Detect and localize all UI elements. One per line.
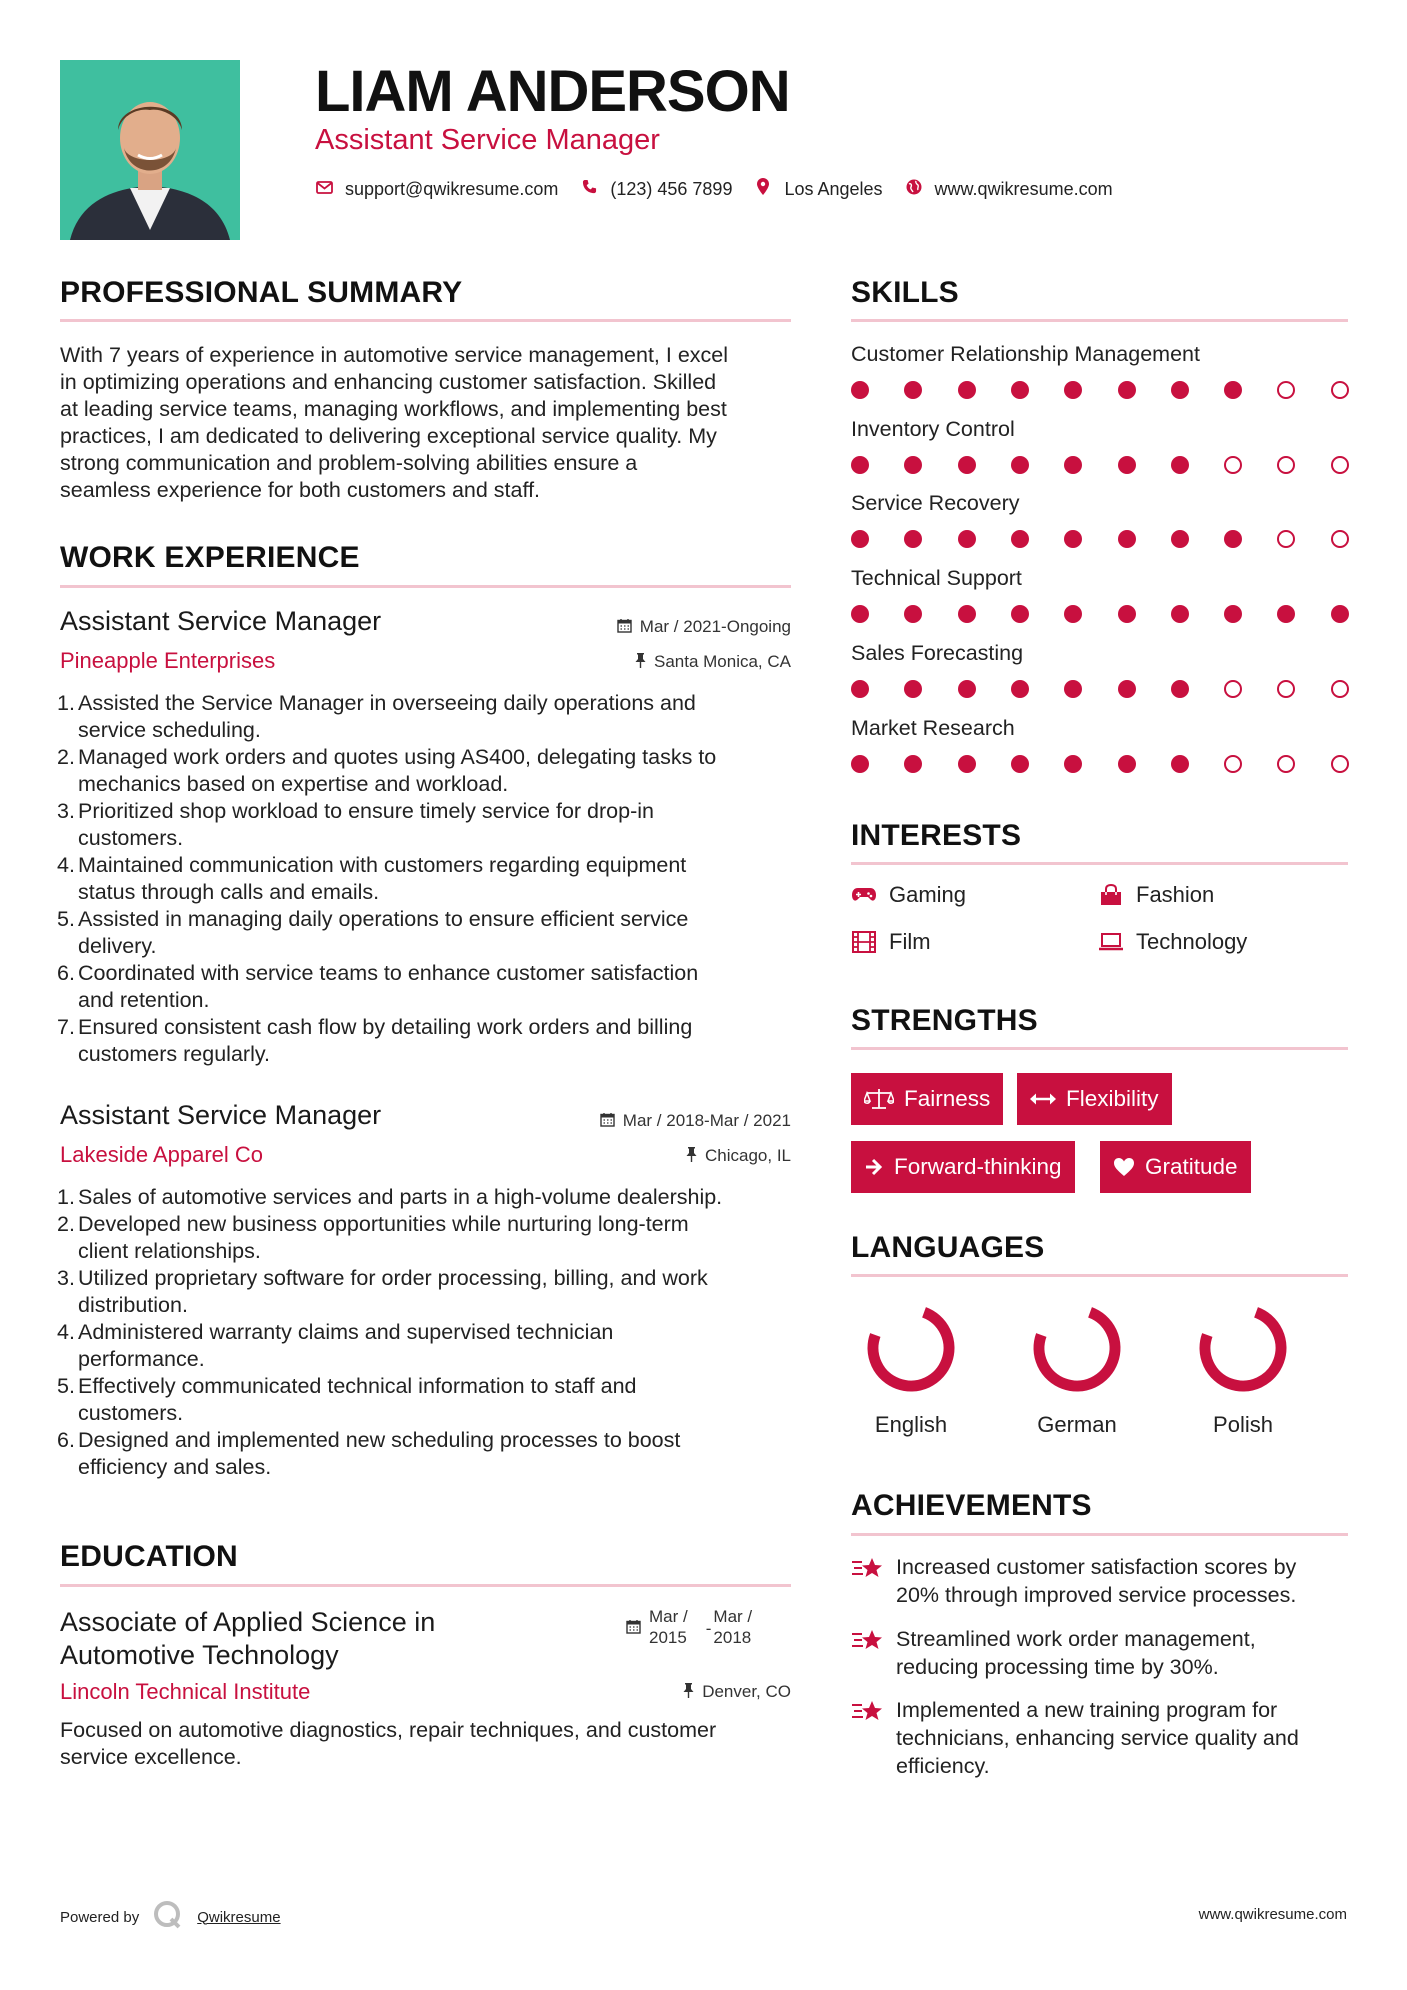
- duty-item: [57, 744, 800, 798]
- interest-label: Film: [889, 929, 931, 954]
- profile-photo: [60, 60, 240, 240]
- shooting-star-icon: [851, 1625, 896, 1681]
- duty-item: [57, 690, 800, 744]
- duty-item: [57, 1319, 820, 1373]
- achievement-item: [851, 1696, 1351, 1780]
- achievement-line: 20% through improved service processes.: [896, 1583, 1297, 1607]
- language-name: German: [1037, 1412, 1117, 1437]
- duty-line: customers.: [78, 826, 184, 850]
- contact-email[interactable]: [315, 179, 558, 200]
- job-date-text: Mar / 2018-Mar / 2021: [622, 1111, 791, 1130]
- duty-line: Assisted the Service Manager in overseeing daily operations and: [78, 691, 696, 715]
- skill-dot-filled: [851, 456, 869, 474]
- strength-chip: [1017, 1073, 1172, 1125]
- summary-line: seamless experience for both customers and staff.: [60, 478, 541, 502]
- skill-dot-filled: [958, 456, 976, 474]
- language-proficiency-ring: [863, 1300, 959, 1396]
- job-location-text: Chicago, IL: [705, 1146, 791, 1165]
- duty-item: [57, 1211, 820, 1265]
- pushpin-icon: [635, 653, 646, 672]
- degree-line: Automotive Technology: [60, 1640, 339, 1670]
- duty-line: distribution.: [78, 1293, 188, 1317]
- duty-line: efficiency and sales.: [78, 1455, 272, 1479]
- strength-chip: [1100, 1141, 1251, 1193]
- duty-number: 3.: [57, 1266, 75, 1290]
- end-year: 2018: [713, 1628, 752, 1647]
- laptop-icon: [1098, 933, 1124, 951]
- phone-icon: [580, 179, 598, 199]
- summary-heading: PROFESSIONAL SUMMARY: [60, 276, 463, 309]
- skill-dot-filled: [1171, 605, 1189, 623]
- duty-number: 4.: [57, 1320, 75, 1344]
- skill-dot-filled: [904, 456, 922, 474]
- summary-line: strong communication and problem-solving abilities ensure a: [60, 451, 638, 475]
- duty-line: Effectively communicated technical information to staff and: [78, 1374, 637, 1398]
- shooting-star-icon: [851, 1696, 896, 1780]
- job-duties: [57, 1184, 820, 1481]
- interest-film: [851, 929, 931, 955]
- skill-dot-filled: [904, 680, 922, 698]
- achievement-line: efficiency.: [896, 1754, 990, 1778]
- work-heading: WORK EXPERIENCE: [60, 541, 360, 574]
- duty-item: [57, 1427, 820, 1481]
- duty-line: Coordinated with service teams to enhance customer satisfaction: [78, 961, 699, 985]
- duty-line: client relationships.: [78, 1239, 261, 1263]
- duty-item: [57, 960, 800, 1014]
- job-title: Assistant Service Manager: [60, 1100, 382, 1130]
- portrait-image: [60, 60, 240, 240]
- skill-dot-filled: [1171, 680, 1189, 698]
- duty-line: status through calls and emails.: [78, 880, 380, 904]
- job-date: [617, 617, 791, 637]
- skill-dot-filled: [958, 530, 976, 548]
- duty-line: Ensured consistent cash flow by detailing work orders and billing: [78, 1015, 693, 1039]
- language-proficiency-ring: [1195, 1300, 1291, 1396]
- end-date: [713, 1606, 752, 1648]
- duty-item: [57, 1184, 820, 1211]
- education-desc-line: service excellence.: [60, 1745, 242, 1769]
- gamepad-icon: [851, 887, 877, 903]
- skill-dot-filled: [1118, 755, 1136, 773]
- duty-line: Utilized proprietary software for order processing, billing, and work: [78, 1266, 708, 1290]
- skill-rating: [851, 529, 1351, 549]
- strength-chip: [851, 1141, 1075, 1193]
- interest-label: Fashion: [1136, 882, 1215, 907]
- duty-line: Administered warranty claims and supervised technician: [78, 1320, 614, 1344]
- duty-number: 2.: [57, 1212, 75, 1236]
- language-item: [1183, 1300, 1303, 1438]
- skill-dot-filled: [1011, 755, 1029, 773]
- skill-dot-empty: [1277, 381, 1295, 399]
- achievement-line: Increased customer satisfaction scores by: [896, 1555, 1297, 1579]
- language-proficiency-arc: [1039, 1312, 1115, 1386]
- skill-dot-filled: [904, 381, 922, 399]
- skill-name: Customer Relationship Management: [851, 342, 1200, 366]
- phone-text: (123) 456 7899: [610, 178, 733, 199]
- work-divider: [60, 585, 791, 588]
- skill-dot-filled: [1331, 605, 1349, 623]
- website-text: www.qwikresume.com: [934, 178, 1113, 199]
- skill-dot-filled: [1171, 755, 1189, 773]
- achievements-heading: ACHIEVEMENTS: [851, 1489, 1092, 1522]
- language-name: English: [874, 1412, 948, 1437]
- skill-dot-filled: [1118, 605, 1136, 623]
- strength-label: Flexibility: [1066, 1086, 1159, 1111]
- language-name: Polish: [1213, 1412, 1273, 1437]
- location-text: Los Angeles: [784, 178, 883, 199]
- skill-name: Market Research: [851, 716, 1015, 740]
- duty-line: Designed and implemented new scheduling processes to boost: [78, 1428, 681, 1452]
- duty-item: [57, 1373, 820, 1427]
- job-company: Lakeside Apparel Co: [60, 1142, 264, 1167]
- skill-rating: [851, 455, 1351, 475]
- strength-label: Gratitude: [1145, 1154, 1238, 1179]
- duty-line: customers.: [78, 1401, 184, 1425]
- skill-dot-filled: [1064, 605, 1082, 623]
- skill-dot-filled: [1118, 456, 1136, 474]
- skill-dot-filled: [1277, 605, 1295, 623]
- education-description: [60, 1717, 820, 1771]
- skill-rating: [851, 604, 1351, 624]
- job-duties: [57, 690, 800, 1068]
- skill-dot-filled: [1011, 530, 1029, 548]
- school-name: Lincoln Technical Institute: [60, 1679, 311, 1704]
- languages-divider: [851, 1274, 1348, 1277]
- skill-dot-empty: [1277, 456, 1295, 474]
- skill-rating: [851, 754, 1351, 774]
- summary-line: at leading service teams, managing workflows, and implementing best: [60, 397, 727, 421]
- duty-number: 7.: [57, 1015, 75, 1039]
- duty-line: Prioritized shop workload to ensure timely service for drop-in: [78, 799, 654, 823]
- interest-fashion: [1098, 882, 1214, 908]
- skill-dot-filled: [851, 530, 869, 548]
- shooting-star-icon: [851, 1553, 896, 1609]
- job-location: [635, 652, 791, 672]
- contact-phone[interactable]: [580, 179, 732, 200]
- duty-number: 2.: [57, 745, 75, 769]
- skill-dot-filled: [1171, 456, 1189, 474]
- contact-location: [754, 178, 882, 200]
- skill-dot-filled: [1064, 381, 1082, 399]
- skill-dot-filled: [1224, 530, 1242, 548]
- duty-line: performance.: [78, 1347, 205, 1371]
- email-text: support@qwikresume.com: [345, 178, 559, 199]
- skill-dot-filled: [1118, 680, 1136, 698]
- candidate-name: LIAM ANDERSON: [315, 59, 790, 124]
- shopping-bag-icon: [1098, 884, 1124, 906]
- skill-name: Inventory Control: [851, 417, 1015, 441]
- summary-line: in optimizing operations and enhancing customer satisfaction. Skilled: [60, 370, 717, 394]
- start-month: Mar /: [649, 1607, 688, 1626]
- skill-dot-filled: [1064, 680, 1082, 698]
- duty-number: 6.: [57, 961, 75, 985]
- qwikresume-link[interactable]: Qwikresume: [197, 1908, 281, 1926]
- skill-dot-filled: [1118, 381, 1136, 399]
- skill-dot-empty: [1331, 530, 1349, 548]
- skill-dot-empty: [1277, 530, 1295, 548]
- calendar-icon: [626, 1618, 641, 1639]
- skill-dot-filled: [1011, 456, 1029, 474]
- job-title: Assistant Service Manager: [60, 606, 382, 636]
- job-date: [600, 1111, 791, 1131]
- skill-dot-filled: [1011, 605, 1029, 623]
- film-icon: [851, 931, 877, 953]
- language-item: [1017, 1300, 1137, 1438]
- duty-number: 1.: [57, 1185, 75, 1209]
- interests-divider: [851, 862, 1348, 865]
- map-pin-icon: [754, 178, 772, 200]
- skill-dot-filled: [1064, 755, 1082, 773]
- job-location-text: Santa Monica, CA: [653, 652, 791, 671]
- duty-line: Managed work orders and quotes using AS400, delegating tasks to: [78, 745, 717, 769]
- strength-chip: [851, 1073, 1003, 1125]
- duty-number: 1.: [57, 691, 75, 715]
- skill-dot-empty: [1224, 755, 1242, 773]
- skill-dot-filled: [1171, 530, 1189, 548]
- achievement-item: [851, 1553, 1351, 1609]
- pushpin-icon: [686, 1147, 697, 1166]
- skills-divider: [851, 319, 1348, 322]
- footer-powered-by: [60, 1900, 281, 1934]
- achievement-line: Implemented a new training program for: [896, 1698, 1278, 1722]
- skill-dot-empty: [1277, 680, 1295, 698]
- education-location-text: Denver, CO: [702, 1682, 791, 1701]
- end-month: Mar /: [713, 1607, 753, 1626]
- heart-icon: [1113, 1157, 1135, 1177]
- achievement-text: [896, 1625, 1256, 1681]
- education-desc-line: Focused on automotive diagnostics, repair techniques, and customer: [60, 1718, 717, 1742]
- calendar-icon: [600, 1112, 615, 1131]
- contact-website[interactable]: [905, 179, 1113, 200]
- skill-dot-filled: [1011, 381, 1029, 399]
- skill-dot-empty: [1277, 755, 1295, 773]
- language-proficiency-ring: [1029, 1300, 1125, 1396]
- interest-label: Gaming: [889, 882, 967, 907]
- duty-number: 4.: [57, 853, 75, 877]
- job-date-text: Mar / 2021-Ongoing: [639, 617, 791, 636]
- strengths-divider: [851, 1047, 1348, 1050]
- achievement-line: technicians, enhancing service quality and: [896, 1726, 1299, 1750]
- interests-heading: INTERESTS: [851, 819, 1022, 852]
- languages-heading: LANGUAGES: [851, 1231, 1045, 1264]
- start-date: [649, 1606, 688, 1648]
- language-item: [851, 1300, 971, 1438]
- skill-dot-filled: [958, 680, 976, 698]
- degree-line: Associate of Applied Science in: [60, 1607, 436, 1637]
- duty-line: Assisted in managing daily operations to ensure efficient service: [78, 907, 689, 931]
- summary-line: practices, I am dedicated to delivering exceptional service quality. My: [60, 424, 717, 448]
- start-year: 2015: [649, 1628, 687, 1647]
- arrows-horizontal-icon: [1030, 1092, 1056, 1106]
- achievement-line: reducing processing time by 30%.: [896, 1655, 1219, 1679]
- globe-icon: [905, 179, 923, 200]
- strengths-heading: STRENGTHS: [851, 1004, 1038, 1037]
- qwikresume-logo-icon: [153, 1900, 183, 1934]
- skill-dot-filled: [1064, 456, 1082, 474]
- job-location: [686, 1146, 791, 1166]
- achievement-line: Streamlined work order management,: [896, 1627, 1256, 1651]
- duty-line: delivery.: [78, 934, 157, 958]
- duty-item: [57, 1014, 800, 1068]
- skill-dot-filled: [1011, 680, 1029, 698]
- footer-website[interactable]: www.qwikresume.com: [1198, 1906, 1347, 1923]
- arrow-right-icon: [864, 1157, 884, 1177]
- summary-line: With 7 years of experience in automotive service management, I excel: [60, 343, 729, 367]
- duty-number: 6.: [57, 1428, 75, 1452]
- skill-dot-filled: [1064, 530, 1082, 548]
- education-heading: EDUCATION: [60, 1540, 238, 1573]
- pushpin-icon: [683, 1683, 694, 1702]
- envelope-icon: [315, 179, 333, 199]
- duty-number: 3.: [57, 799, 75, 823]
- skill-dot-empty: [1331, 381, 1349, 399]
- powered-by-text: Powered by: [60, 1908, 140, 1926]
- skill-dot-filled: [1171, 381, 1189, 399]
- calendar-icon: [617, 618, 632, 637]
- skill-rating: [851, 380, 1351, 400]
- skill-dot-filled: [1224, 381, 1242, 399]
- language-proficiency-arc: [1205, 1312, 1281, 1386]
- skill-dot-empty: [1224, 456, 1242, 474]
- interest-label: Technology: [1136, 929, 1248, 954]
- skill-dot-filled: [958, 381, 976, 399]
- skill-dot-filled: [1118, 530, 1136, 548]
- skill-dot-filled: [1224, 605, 1242, 623]
- skill-dot-filled: [851, 605, 869, 623]
- duty-line: mechanics based on expertise and workload.: [78, 772, 509, 796]
- duty-item: [57, 798, 800, 852]
- candidate-role: Assistant Service Manager: [315, 124, 660, 156]
- skill-dot-filled: [851, 755, 869, 773]
- skill-dot-filled: [904, 530, 922, 548]
- skill-name: Service Recovery: [851, 491, 1020, 515]
- skill-dot-filled: [851, 381, 869, 399]
- education-dates: [626, 1606, 752, 1648]
- duty-line: service scheduling.: [78, 718, 261, 742]
- skill-dot-filled: [904, 605, 922, 623]
- strength-label: Forward-thinking: [894, 1154, 1062, 1179]
- skill-dot-filled: [904, 755, 922, 773]
- skills-heading: SKILLS: [851, 276, 959, 309]
- degree-title: [60, 1606, 435, 1672]
- achievement-text: [896, 1696, 1299, 1780]
- duty-item: [57, 852, 800, 906]
- balance-scale-icon: [864, 1088, 894, 1110]
- skill-dot-empty: [1224, 680, 1242, 698]
- duty-number: 5.: [57, 907, 75, 931]
- achievements-divider: [851, 1533, 1348, 1536]
- duty-line: Maintained communication with customers regarding equipment: [78, 853, 687, 877]
- duty-number: 5.: [57, 1374, 75, 1398]
- skill-name: Sales Forecasting: [851, 641, 1024, 665]
- skill-dot-filled: [851, 680, 869, 698]
- duty-item: [57, 1265, 820, 1319]
- language-proficiency-arc: [873, 1312, 949, 1386]
- duty-line: Developed new business opportunities while nurturing long-term: [78, 1212, 689, 1236]
- achievement-text: [896, 1553, 1296, 1609]
- summary-text: [60, 342, 800, 504]
- education-divider: [60, 1584, 791, 1587]
- strength-label: Fairness: [904, 1086, 991, 1111]
- duty-line: and retention.: [78, 988, 210, 1012]
- job-company: Pineapple Enterprises: [60, 648, 276, 673]
- skill-dot-empty: [1331, 456, 1349, 474]
- skill-dot-empty: [1331, 680, 1349, 698]
- interest-gaming: [851, 882, 966, 908]
- duty-line: Sales of automotive services and parts in a high-volume dealership.: [78, 1185, 723, 1209]
- skill-rating: [851, 679, 1351, 699]
- summary-divider: [60, 319, 791, 322]
- skill-dot-filled: [958, 605, 976, 623]
- achievement-item: [851, 1625, 1351, 1681]
- skill-name: Technical Support: [851, 566, 1022, 590]
- education-location: [683, 1682, 791, 1702]
- duty-line: customers regularly.: [78, 1042, 270, 1066]
- skill-dot-empty: [1331, 755, 1349, 773]
- contact-bar: [315, 178, 1135, 200]
- duty-item: [57, 906, 800, 960]
- skill-dot-filled: [958, 755, 976, 773]
- date-separator: -: [705, 1619, 712, 1638]
- interest-technology: [1098, 929, 1247, 955]
